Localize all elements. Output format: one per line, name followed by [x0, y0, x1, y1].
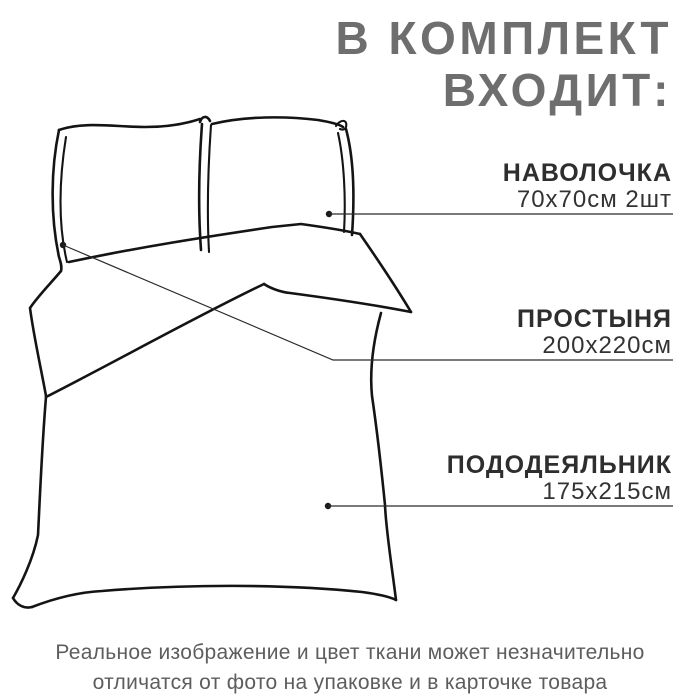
pillow-right-top-edge	[212, 117, 343, 127]
duvet-fold-diagonal	[46, 284, 264, 397]
duvet-top-right-edge	[360, 234, 411, 312]
page-title-line-1: В КОМПЛЕКТ	[335, 12, 672, 64]
callout-pillowcase-name: НАВОЛОЧКА	[502, 159, 672, 187]
duvet-top-edge	[69, 224, 360, 262]
callout-sheet-name: ПРОСТЫНЯ	[517, 305, 672, 333]
duvet-near-edge	[264, 284, 411, 312]
page-title	[335, 12, 672, 116]
callout-pillowcase	[503, 160, 672, 212]
callout-duvet-cover-size: 175х215см	[542, 478, 672, 505]
sheet-corner-edge	[30, 271, 61, 396]
callout-sheet	[517, 306, 672, 358]
callout-pillowcase-size: 70х70см 2шт	[516, 186, 672, 213]
duvet-bottom-notch	[13, 598, 32, 608]
callout-sheet-size: 200х220см	[542, 332, 672, 359]
disclaimer-line-2: отличатся от фото на упаковке и в карточке товара	[92, 671, 608, 694]
duvet-front-right-edge	[371, 313, 396, 600]
disclaimer-text	[0, 638, 700, 698]
pillow-center-tip	[200, 117, 210, 122]
duvet-front-left-edge	[13, 397, 46, 598]
pillow-right-gusset-outer	[346, 129, 353, 235]
callout-duvet-cover-name: ПОДОДЕЯЛЬНИК	[446, 451, 672, 479]
pillow-center-gusset-right	[208, 125, 211, 252]
pillow-left-top-edge	[59, 119, 200, 130]
disclaimer-line-1: Реальное изображение и цвет ткани может незначительно	[55, 641, 645, 664]
page-title-line-2: ВХОДИТ:	[442, 64, 672, 116]
duvet-bottom-edge	[32, 586, 396, 607]
pillow-right-gusset-inner	[338, 133, 345, 232]
callout-duvet-cover	[447, 452, 672, 504]
pillow-center-gusset-left	[199, 124, 202, 250]
